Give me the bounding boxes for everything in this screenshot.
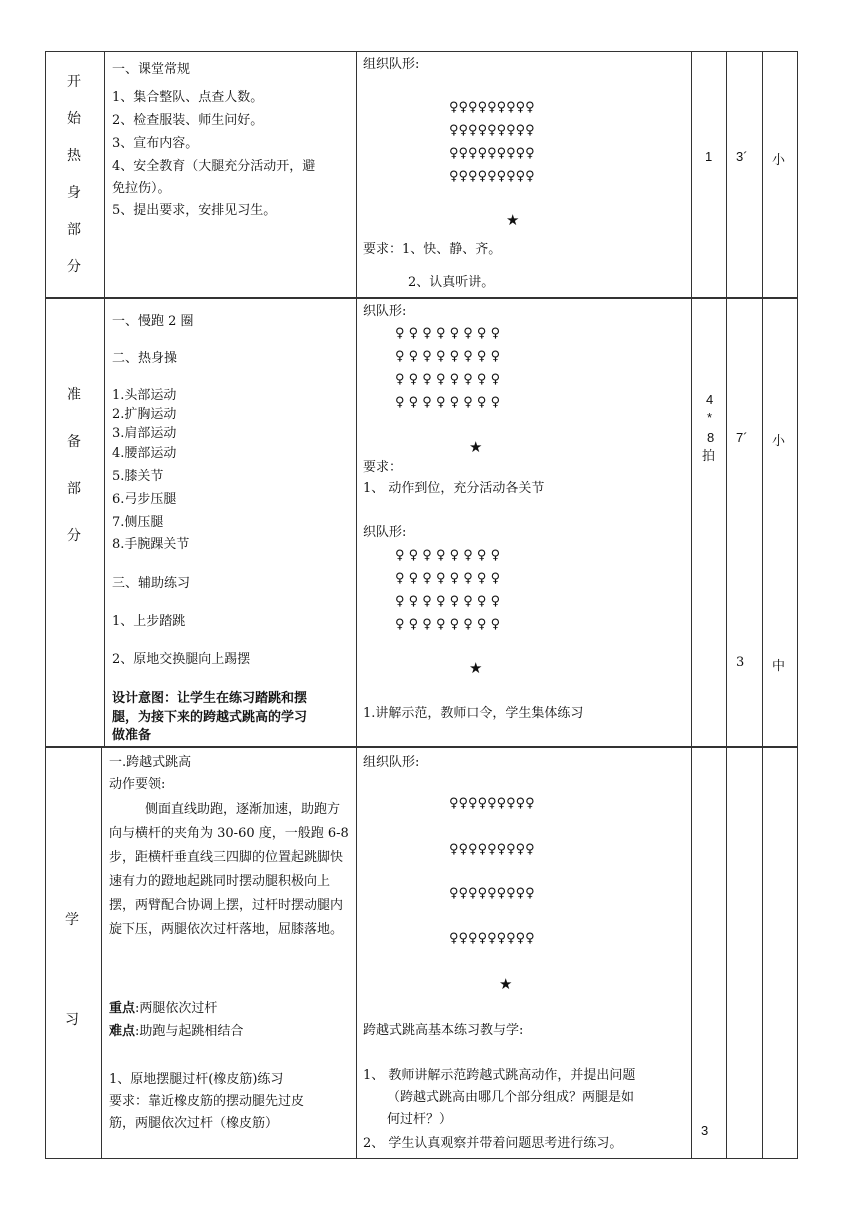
content-line: 5、提出要求，安排见习生。 [112, 203, 277, 218]
teacher-star-icon: ★ [469, 438, 483, 456]
col-divider-time [762, 51, 763, 1159]
content-line: 1、上步踏跳 [112, 614, 186, 629]
requirement-line: 1.讲解示范，教师口令，学生集体练习 [363, 706, 584, 721]
teacher-star-icon: ★ [499, 975, 513, 993]
row-divider-2 [45, 746, 797, 748]
formation-row: ♀ ♀ ♀ ♀ ♀ ♀ ♀ ♀ [395, 571, 501, 586]
org-title: 组织队形: [363, 755, 420, 770]
exercise-requirement: 要求：靠近橡皮筋的摆动腿先过皮 [109, 1094, 305, 1109]
content-line: 8.手腕踝关节 [112, 537, 190, 552]
table-top-border [45, 51, 797, 52]
section-label-learning: 学 习 [65, 912, 79, 1028]
content-line: 3、宣布内容。 [112, 136, 199, 151]
intensity-value: 小 [772, 153, 786, 168]
content-line: 3.肩部运动 [112, 426, 177, 441]
formation-row: ♀♀♀♀♀♀♀♀♀ [449, 931, 535, 946]
design-intent: 设计意图：让学生在练习踏跳和摆 [112, 691, 308, 706]
count-value: * [707, 410, 713, 425]
section-label-prep: 准 备 部 分 [67, 387, 81, 544]
content-line: 2、原地交换腿向上踢摆 [112, 652, 251, 667]
teacher-star-icon: ★ [506, 211, 520, 229]
key-point [109, 1000, 217, 1018]
formation-row: ♀♀♀♀♀♀♀♀♀ [449, 123, 535, 138]
teacher-star-icon: ★ [469, 659, 483, 677]
content-line: 2.扩胸运动 [112, 407, 177, 422]
section-label-warmup: 开 始 热 身 部 分 [67, 74, 81, 275]
intensity-value: 中 [772, 659, 786, 674]
count-value: 8 [707, 430, 715, 445]
formation-row: ♀ ♀ ♀ ♀ ♀ ♀ ♀ ♀ [395, 617, 501, 632]
org-title: 组织队形: [363, 57, 420, 72]
content-line: 1、集合整队、点查人数。 [112, 90, 264, 105]
design-intent: 做准备 [112, 728, 152, 743]
difficulty-label: 难点 [109, 1024, 136, 1039]
formation-row: ♀♀♀♀♀♀♀♀♀ [449, 796, 535, 811]
requirement-line: 要求：1、快、静、齐。 [363, 242, 502, 257]
formation-row: ♀ ♀ ♀ ♀ ♀ ♀ ♀ ♀ [395, 372, 501, 387]
content-line: 二、热身操 [112, 351, 178, 366]
org-title: 织队形: [363, 525, 407, 540]
basic-practice-title: 跨越式跳高基本练习教与学: [363, 1023, 524, 1038]
key-point-label: 重点 [109, 1001, 136, 1016]
formation-row: ♀ ♀ ♀ ♀ ♀ ♀ ♀ ♀ [395, 594, 501, 609]
row-divider-1 [45, 297, 797, 299]
content-line: 一、课堂常规 [112, 62, 191, 77]
content-line: 4、安全教育（大腿充分活动开，避 [112, 159, 316, 174]
org-title: 织队形: [363, 304, 407, 319]
table-right-border [797, 51, 798, 1159]
formation-row: ♀♀♀♀♀♀♀♀♀ [449, 886, 535, 901]
formation-row: ♀ ♀ ♀ ♀ ♀ ♀ ♀ ♀ [395, 548, 501, 563]
difficulty-text: :助跑与起跳相结合 [135, 1024, 244, 1039]
content-line: 2、检查服装、师生问好。 [112, 113, 264, 128]
content-line: 动作要领: [109, 777, 166, 792]
col-divider-section [104, 51, 105, 747]
content-line: 一.跨越式跳高 [109, 755, 192, 770]
formation-row: ♀ ♀ ♀ ♀ ♀ ♀ ♀ ♀ [395, 349, 501, 364]
requirement-line: 2、认真听讲。 [408, 275, 495, 290]
key-point-text: :两腿依次过杆 [135, 1001, 218, 1016]
count-value: 4 [706, 392, 714, 407]
table-bottom-border [45, 1158, 797, 1159]
count-value: 3 [701, 1123, 709, 1138]
step-line: 何过杆？） [387, 1112, 453, 1127]
formation-row: ♀ ♀ ♀ ♀ ♀ ♀ ♀ ♀ [395, 326, 501, 341]
content-line: 免拉伤）。 [112, 181, 171, 196]
formation-row: ♀♀♀♀♀♀♀♀♀ [449, 146, 535, 161]
difficulty-point [109, 1023, 243, 1041]
content-line: 一、慢跑 2 圈 [112, 314, 194, 329]
technique-paragraph: 侧面直线助跑，逐渐加速，助跑方向与横杆的夹角为 30-60 度，一般跑 6-8 步，距横杆垂直线三四脚的位置起跳脚快速有力的蹬地起跳同时摆动腿积极向上摆，两臂配合协调上摆，过杆时摆动腿内旋下压，两腿依次过杆落地，屈膝落地。 [109, 802, 349, 937]
col-divider-content [356, 51, 357, 1159]
count-value: 1 [705, 149, 713, 164]
time-value: 3 [736, 655, 745, 670]
col-divider-count [726, 51, 727, 1159]
formation-row: ♀ ♀ ♀ ♀ ♀ ♀ ♀ ♀ [395, 395, 501, 410]
requirement-line: 1、 动作到位，充分活动各关节 [363, 481, 545, 496]
col-divider-org [691, 51, 692, 1159]
table-left-border [45, 51, 46, 1159]
design-intent: 腿，为接下来的跨越式跳高的学习 [112, 710, 308, 725]
content-line: 6.弓步压腿 [112, 492, 177, 507]
count-value: 拍 [702, 449, 716, 464]
time-value: 3´ [736, 149, 748, 164]
content-line: 5.膝关节 [112, 469, 164, 484]
content-line: 三、辅助练习 [112, 576, 191, 591]
step-line: 2、 学生认真观察并带着问题思考进行练习。 [363, 1136, 623, 1151]
intensity-value: 小 [772, 434, 786, 449]
content-line: 1.头部运动 [112, 388, 177, 403]
exercise-line: 1、原地摆腿过杆(橡皮筋)练习 [109, 1072, 284, 1087]
exercise-requirement: 筋，两腿依次过杆（橡皮筋） [109, 1116, 279, 1131]
col-divider-section-lower [101, 747, 102, 1159]
step-line: 1、 教师讲解示范跨越式跳高动作，并提出问题 [363, 1068, 636, 1083]
formation-row: ♀♀♀♀♀♀♀♀♀ [449, 100, 535, 115]
requirement-line: 要求： [363, 460, 403, 475]
content-line: 4.腰部运动 [112, 446, 177, 461]
step-line: （跨越式跳高由哪几个部分组成？两腿是如 [387, 1090, 635, 1105]
formation-row: ♀♀♀♀♀♀♀♀♀ [449, 842, 535, 857]
formation-row: ♀♀♀♀♀♀♀♀♀ [449, 169, 535, 184]
content-line: 7.侧压腿 [112, 515, 164, 530]
time-value: 7´ [736, 430, 748, 445]
